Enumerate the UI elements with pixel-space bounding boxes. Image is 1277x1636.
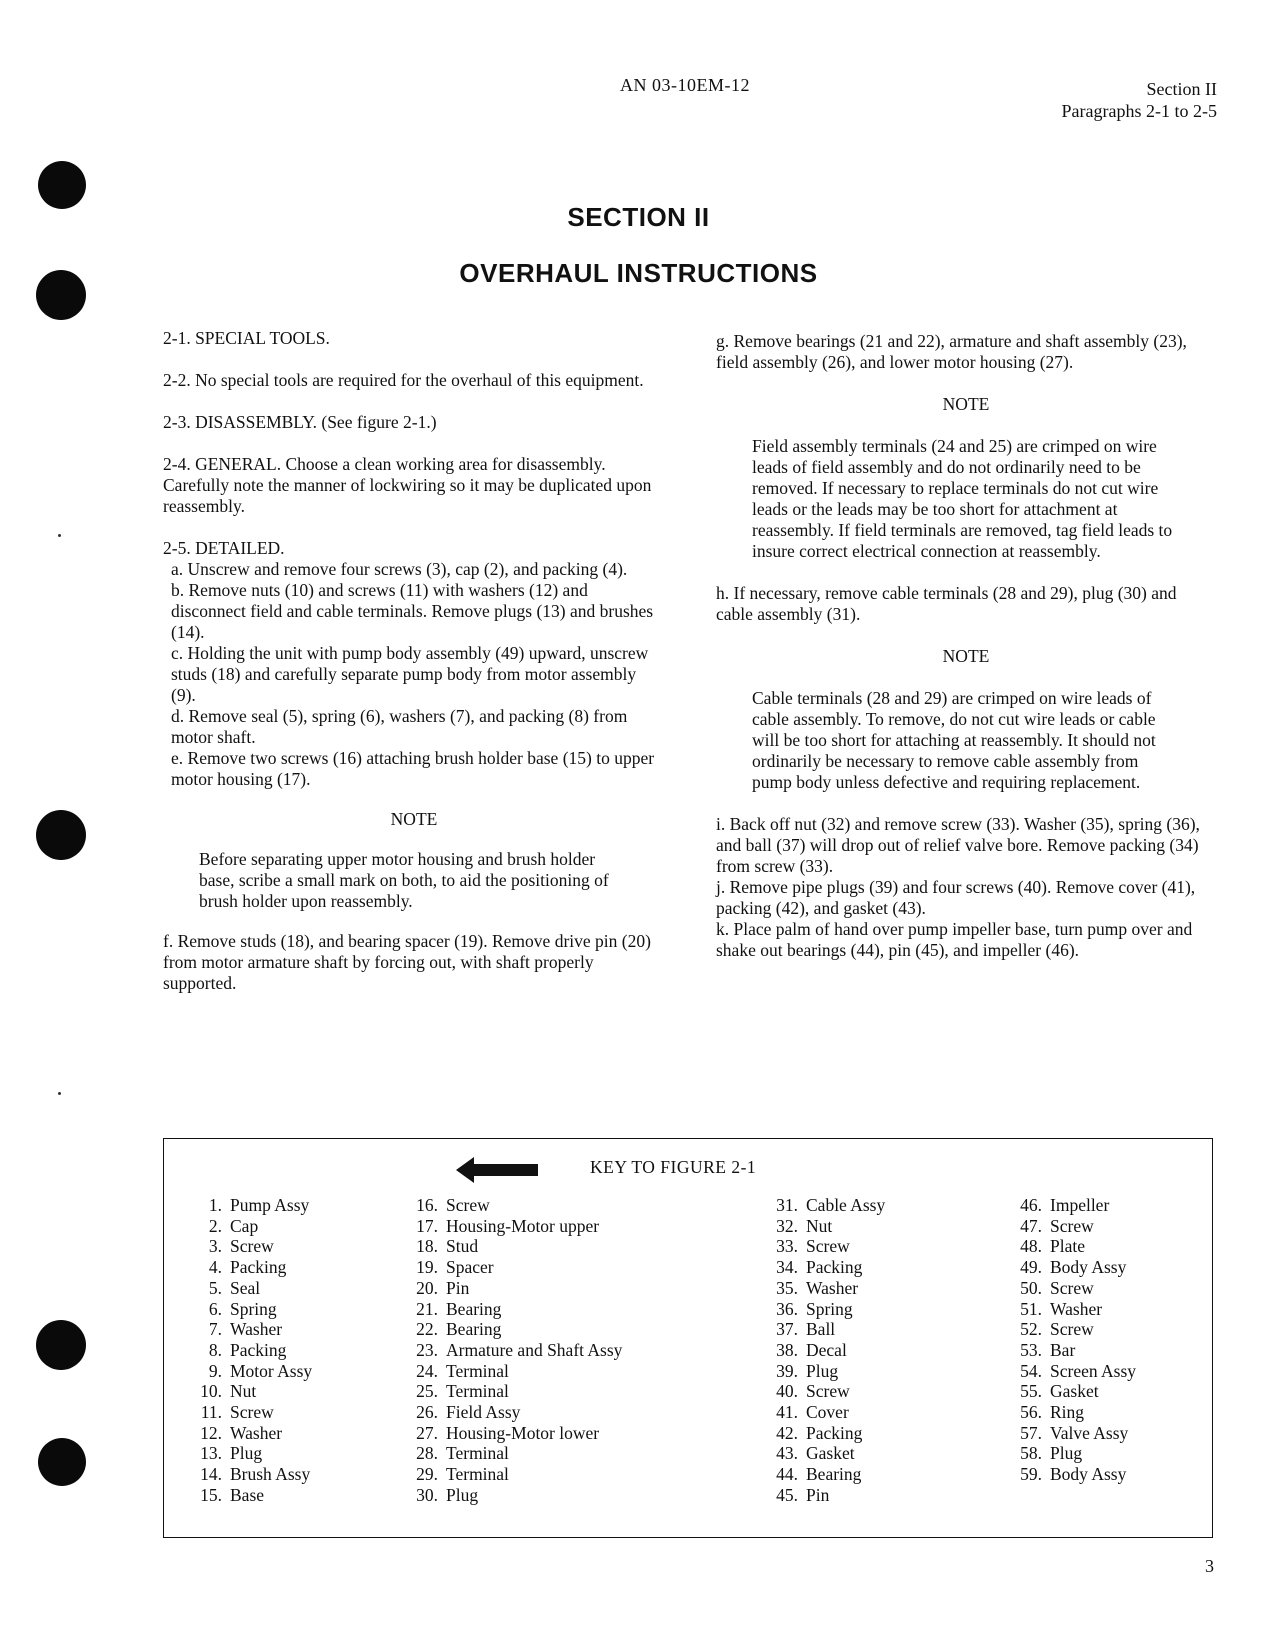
key-item-number: 37. [776,1319,798,1340]
scan-speck [58,534,61,537]
key-item-number: 9. [208,1360,222,1381]
key-item [178,1257,312,1278]
key-item-number: 5. [208,1277,222,1298]
key-item-number: 39. [776,1360,798,1381]
key-item [394,1257,622,1278]
document-number: AN 03-10EM-12 [620,75,750,95]
key-item-number: 42. [776,1422,798,1443]
key-column-2 [394,1195,622,1506]
key-item [394,1340,622,1361]
key-item-label: Terminal [446,1381,509,1402]
key-item [394,1278,622,1299]
key-item [178,1319,312,1340]
key-item-number: 16. [416,1195,438,1215]
left-arrow-icon [456,1157,538,1183]
paragraph-2-5: 2-5. DETAILED. [163,538,285,558]
scan-speck [58,1092,61,1095]
key-item-number: 27. [416,1422,438,1443]
key-item-number: 12. [200,1422,222,1443]
key-item-number: 55. [1020,1381,1042,1402]
key-item-label: Terminal [446,1360,509,1381]
key-item-label: Screw [1050,1319,1094,1340]
page-heading: OVERHAUL INSTRUCTIONS [459,258,818,288]
key-item-label: Plate [1050,1236,1085,1257]
note-body: Before separating upper motor housing and brush holder base, scribe a small mark on both, to aid the positioning of brush holder upon reassembly. [199,849,609,911]
binder-hole [36,810,86,860]
key-item-label: Decal [806,1339,847,1360]
key-item [394,1299,622,1320]
left-column [163,328,665,994]
key-item-number: 56. [1020,1402,1042,1423]
key-item-label: Screw [806,1236,850,1257]
key-item-label: Bearing [446,1319,502,1340]
step-a: a. Unscrew and remove four screws (3), cap (2), and packing (4). [171,559,628,579]
key-item-number: 13. [200,1443,222,1464]
step-e: e. Remove two screws (16) attaching brush holder base (15) to upper motor housing (17). [171,748,655,789]
key-item [394,1381,622,1402]
paragraph-2-2: 2-2. No special tools are required for the overhaul of this equipment. [163,370,644,390]
step-k: k. Place palm of hand over pump impeller base, turn pump over and shake out bearings (44), pin (45), and impeller (46). [716,919,1193,960]
key-item [178,1485,312,1506]
key-item [178,1299,312,1320]
key-item-number: 17. [416,1215,438,1236]
key-item-label: Screw [1050,1277,1094,1298]
section-label: Section II [1146,79,1217,99]
key-item-number: 57. [1020,1422,1042,1443]
key-item-label: Cable Assy [806,1195,886,1215]
key-item-number: 20. [416,1277,438,1298]
key-item-number: 18. [416,1236,438,1257]
key-item-label: Washer [230,1319,283,1340]
key-item [394,1423,622,1444]
key-item [754,1257,885,1278]
key-item [754,1381,885,1402]
key-item-number: 51. [1020,1298,1042,1319]
key-item-label: Packing [806,1257,863,1278]
key-item-label: Pin [446,1277,470,1298]
key-item [998,1319,1136,1340]
key-item-number: 19. [416,1257,438,1278]
key-item-number: 2. [208,1215,222,1236]
key-item [394,1402,622,1423]
key-item-number: 29. [416,1464,438,1485]
step-f: f. Remove studs (18), and bearing spacer (19). Remove drive pin (20) from motor armature shaft by forcing out, with shaft properly supported. [163,931,651,993]
key-item [998,1195,1136,1216]
section-reference [1062,78,1217,122]
key-item [998,1402,1136,1423]
key-item [178,1361,312,1382]
key-title: KEY TO FIGURE 2-1 [590,1157,757,1177]
key-item-number: 30. [416,1484,438,1505]
page-number: 3 [1205,1556,1214,1576]
key-item-label: Spacer [446,1257,494,1278]
key-item-label: Plug [230,1443,263,1464]
key-item-label: Body Assy [1050,1257,1127,1278]
key-item [178,1443,312,1464]
key-item [754,1299,885,1320]
key-item [998,1443,1136,1464]
key-item-label: Bearing [446,1298,502,1319]
key-item-label: Impeller [1050,1195,1110,1215]
key-item-label: Pin [806,1484,830,1505]
key-item [394,1195,622,1216]
step-j: j. Remove pipe plugs (39) and four screws (40). Remove cover (41), packing (42), and gasket (43). [716,877,1196,918]
note-heading: NOTE [942,394,990,414]
key-item [998,1361,1136,1382]
key-item [754,1423,885,1444]
key-item-number: 24. [416,1360,438,1381]
key-item-number: 52. [1020,1319,1042,1340]
key-item-number: 3. [208,1236,222,1257]
key-item [998,1381,1136,1402]
key-item [178,1423,312,1444]
key-item [394,1319,622,1340]
key-item-label: Motor Assy [230,1360,313,1381]
key-item-label: Ball [806,1319,836,1340]
key-item [394,1361,622,1382]
key-item [754,1485,885,1506]
key-item [754,1443,885,1464]
key-item-number: 22. [416,1319,438,1340]
key-item-label: Plug [446,1484,479,1505]
key-item-number: 33. [776,1236,798,1257]
key-item-number: 6. [208,1298,222,1319]
key-item [754,1340,885,1361]
key-item-label: Screw [230,1236,274,1257]
key-item-label: Seal [230,1277,261,1298]
key-item-label: Washer [230,1422,283,1443]
paragraphs-label: Paragraphs 2-1 to 2-5 [1061,101,1217,121]
key-item-number: 58. [1020,1443,1042,1464]
key-item-label: Terminal [446,1443,509,1464]
key-item-label: Valve Assy [1050,1422,1129,1443]
key-item-number: 14. [200,1464,222,1485]
key-column-4 [998,1195,1136,1485]
key-item-label: Spring [806,1298,853,1319]
paragraph-2-4: 2-4. GENERAL. Choose a clean working area for disassembly. Carefully note the manner of lockwiring so it may be duplicated upon reassembly. [163,454,652,516]
key-item-number: 54. [1020,1360,1042,1381]
key-item-number: 1. [208,1195,222,1215]
key-item-label: Body Assy [1050,1464,1127,1485]
note-heading: NOTE [390,809,438,829]
key-item [178,1402,312,1423]
key-item-number: 43. [776,1443,798,1464]
key-item-label: Packing [230,1257,287,1278]
key-item-number: 31. [776,1195,798,1215]
key-item-label: Gasket [806,1443,855,1464]
key-item-number: 50. [1020,1277,1042,1298]
key-item [998,1423,1136,1444]
key-item [754,1216,885,1237]
right-column [716,331,1216,961]
paragraph-2-3: 2-3. DISASSEMBLY. (See figure 2-1.) [163,412,437,432]
key-item [394,1464,622,1485]
figure-key-box [163,1138,1213,1538]
key-item-label: Housing-Motor lower [446,1422,600,1443]
key-item-label: Plug [1050,1443,1083,1464]
key-item-number: 15. [200,1484,222,1505]
key-item-label: Packing [806,1422,863,1443]
key-item [394,1216,622,1237]
key-item [998,1216,1136,1237]
key-item-label: Terminal [446,1464,509,1485]
key-item-number: 25. [416,1381,438,1402]
key-item-number: 8. [208,1339,222,1360]
key-item [178,1236,312,1257]
key-item-label: Brush Assy [230,1464,311,1485]
key-item-label: Bearing [806,1464,862,1485]
key-item [754,1319,885,1340]
step-h: h. If necessary, remove cable terminals (28 and 29), plug (30) and cable assembly (31). [716,583,1177,624]
key-item-number: 53. [1020,1339,1042,1360]
key-item [754,1195,885,1216]
paragraph-2-1: 2-1. SPECIAL TOOLS. [163,328,330,348]
key-item-label: Armature and Shaft Assy [446,1339,623,1360]
key-item [754,1464,885,1485]
section-title: SECTION II [567,202,710,232]
key-item-label: Packing [230,1339,287,1360]
key-item-label: Washer [1050,1298,1103,1319]
key-item-number: 23. [416,1339,438,1360]
key-item [394,1485,622,1506]
key-item-label: Housing-Motor upper [446,1215,600,1236]
key-item [998,1464,1136,1485]
note-body: Field assembly terminals (24 and 25) are crimped on wire leads of field assembly and do not ordinarily need to be removed. If necessary to replace terminals do not cut wire leads or the leads may be too short for attachment at reassembly. If field terminals are removed, tag field leads to insure correct electrical connection at reassembly. [752,436,1173,561]
key-item-number: 11. [200,1402,222,1423]
step-i: i. Back off nut (32) and remove screw (33). Washer (35), spring (36), and ball (37) will drop out of relief valve bore. Remove packing (34) from screw (33). [716,814,1200,876]
key-item-label: Base [230,1484,265,1505]
key-item-number: 34. [776,1257,798,1278]
key-item-label: Washer [806,1277,859,1298]
key-item-number: 35. [776,1277,798,1298]
key-item-label: Nut [230,1381,257,1402]
key-item [178,1216,312,1237]
key-item-label: Pump Assy [230,1195,310,1215]
key-item-label: Plug [806,1360,839,1381]
key-item-number: 38. [776,1339,798,1360]
key-item [998,1236,1136,1257]
key-column-1 [178,1195,312,1506]
key-item [998,1278,1136,1299]
key-item-label: Ring [1050,1402,1085,1423]
key-item [998,1299,1136,1320]
key-item-number: 44. [776,1464,798,1485]
key-item-label: Gasket [1050,1381,1099,1402]
key-item-number: 26. [416,1402,438,1423]
note-heading: NOTE [942,646,990,666]
key-item [178,1381,312,1402]
key-item-number: 41. [776,1402,798,1423]
key-item-label: Bar [1050,1339,1076,1360]
key-item-label: Nut [806,1215,833,1236]
key-item [178,1278,312,1299]
step-d: d. Remove seal (5), spring (6), washers (7), and packing (8) from motor shaft. [171,706,628,747]
binder-hole [36,1320,86,1370]
key-item-label: Cover [806,1402,849,1423]
step-g: g. Remove bearings (21 and 22), armature and shaft assembly (23), field assembly (26), and lower motor housing (27). [716,331,1187,372]
key-item-number: 7. [208,1319,222,1340]
key-item [754,1236,885,1257]
key-item [178,1195,312,1216]
key-item [754,1278,885,1299]
key-item [394,1236,622,1257]
key-item-label: Screw [1050,1215,1094,1236]
key-item [754,1402,885,1423]
step-c: c. Holding the unit with pump body assembly (49) upward, unscrew studs (18) and carefully separate pump body from motor assembly (9). [171,643,649,705]
key-item-label: Screw [806,1381,850,1402]
key-item-label: Screw [446,1195,490,1215]
key-item-number: 4. [208,1257,222,1278]
key-item [998,1257,1136,1278]
key-item-label: Spring [230,1298,277,1319]
key-item-label: Screen Assy [1050,1360,1137,1381]
key-item-number: 45. [776,1484,798,1505]
key-item-number: 48. [1020,1236,1042,1257]
key-item-number: 36. [776,1298,798,1319]
key-item-label: Cap [230,1215,259,1236]
key-item-number: 49. [1020,1257,1042,1278]
key-item-number: 28. [416,1443,438,1464]
key-item-number: 59. [1020,1464,1042,1485]
key-item [754,1361,885,1382]
key-item-number: 10. [200,1381,222,1402]
key-item-label: Field Assy [446,1402,521,1423]
key-item [394,1443,622,1464]
binder-hole [38,1438,86,1486]
key-item [998,1340,1136,1361]
key-item [178,1340,312,1361]
key-item-number: 32. [776,1215,798,1236]
key-item-label: Stud [446,1236,479,1257]
key-item-number: 46. [1020,1195,1042,1215]
key-item-number: 47. [1020,1215,1042,1236]
key-item-label: Screw [230,1402,274,1423]
key-column-3 [754,1195,885,1506]
key-item-number: 40. [776,1381,798,1402]
key-item [178,1464,312,1485]
step-b: b. Remove nuts (10) and screws (11) with washers (12) and disconnect field and cable terminals. Remove plugs (13) and brushes (14). [171,580,654,642]
note-body: Cable terminals (28 and 29) are crimped on wire leads of cable assembly. To remove, do not cut wire leads or cable will be too short for attaching at reassembly. It should not ordinarily be necessary to remove cable assembly from pump body unless defective and requiring replacement. [752,688,1156,792]
key-item-number: 21. [416,1298,438,1319]
